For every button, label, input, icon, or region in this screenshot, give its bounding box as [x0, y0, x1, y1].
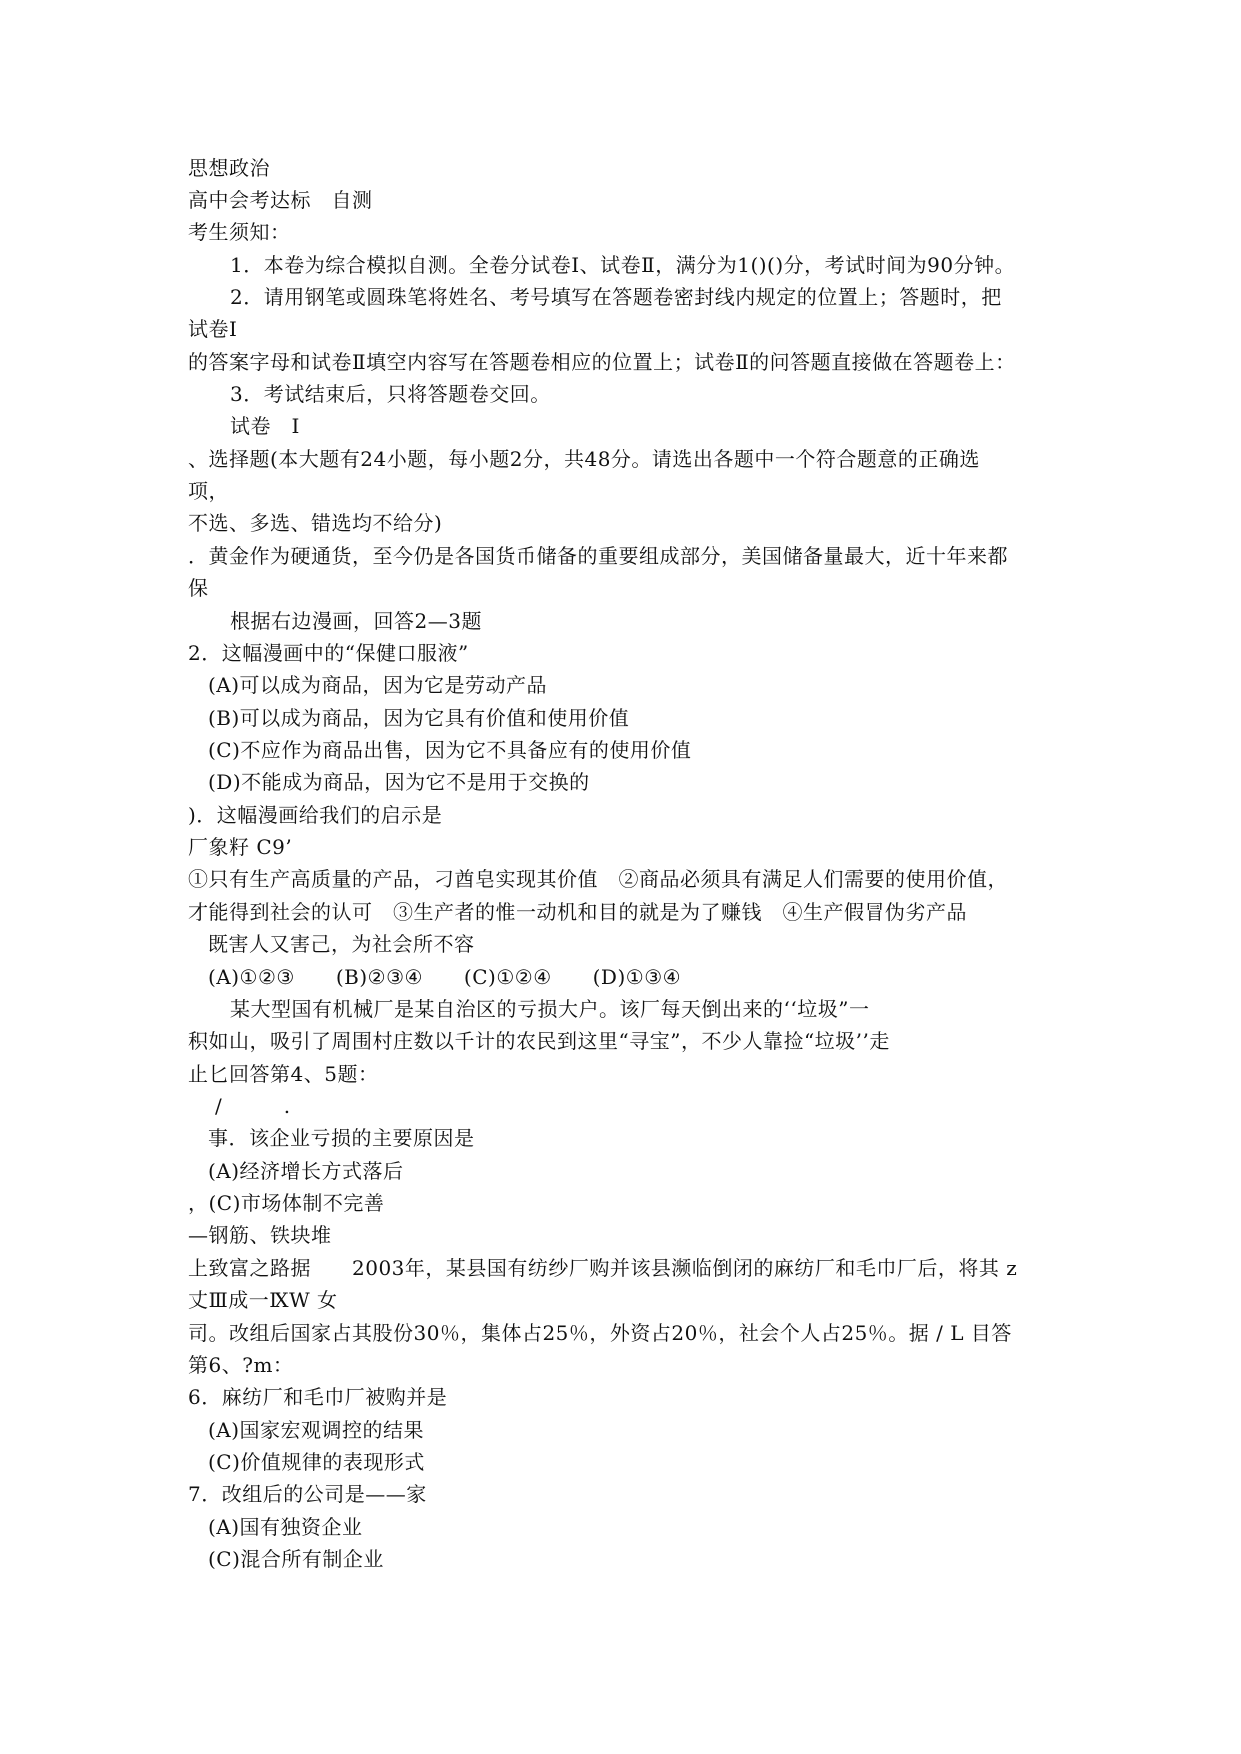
- ocr-noise-line: 厂象籽 C9’: [188, 835, 293, 859]
- section-heading: 、选择题(本大题有24小题，每小题2分，共48分。请选出各题中一个符合题意的正确选: [188, 447, 980, 471]
- instruction-1: 1．本卷为综合模拟自测。全卷分试卷Ⅰ、试卷Ⅱ，满分为1()()分，考试时间为90分钟。: [230, 253, 1016, 277]
- material-fragment-a: —钢筋、铁块堆: [188, 1223, 332, 1247]
- question-4-option-a: (A)经济增长方式落后: [208, 1159, 404, 1183]
- question-3: )．这幅漫画给我们的启示是: [188, 803, 443, 827]
- paper-one-heading: 试卷 Ⅰ: [230, 414, 300, 438]
- instruction-2-cont-a: 试卷Ⅰ: [188, 317, 238, 341]
- question-7-option-c: (C)混合所有制企业: [208, 1547, 384, 1571]
- material-merger: 上致富之路据 2003年，某县国有纺纱厂购并该县濒临倒闭的麻纺厂和毛巾厂后，将其 z: [188, 1256, 1018, 1280]
- question-2-option-c: (C)不应作为商品出售，因为它不具备应有的使用价值: [208, 738, 692, 762]
- question-3-options: (A)①②③ (B)②③④ (C)①②④ (D)①③④: [208, 965, 682, 989]
- material-merger-cont: 司。改组后国家占其股份30％，集体占25％，外资占20％，社会个人占25％。据 / L 目答: [188, 1321, 1012, 1345]
- question-6: 6．麻纺厂和毛巾厂被购并是: [188, 1385, 448, 1409]
- ocr-noise-marks: / .: [215, 1094, 291, 1118]
- section-heading-cont-b: 不选、多选、错选均不给分): [188, 511, 443, 535]
- question-3-statements-a: ①只有生产高质量的产品，刁酋皂实现其价值 ②商品必须具有满足人们需要的使用价值，: [188, 867, 1008, 891]
- question-6-option-c: (C)价值规律的表现形式: [208, 1450, 425, 1474]
- question-1-cont: 保: [188, 576, 209, 600]
- exam-subtitle: 高中会考达标 自测: [188, 188, 373, 212]
- cartoon-prompt: 根据右边漫画，回答2—3题: [230, 609, 482, 633]
- question-2-option-d: (D)不能成为商品，因为它不是用于交换的: [208, 770, 590, 794]
- instruction-3: 3．考试结束后，只将答题卷交回。: [230, 382, 551, 406]
- question-3-statements-b: 才能得到社会的认可 ③生产者的惟一动机和目的就是为了赚钱 ④生产假冒伪劣产品: [188, 900, 967, 924]
- material-factory-cont-a: 积如山，吸引了周围村庄数以千计的农民到这里“寻宝”，不少人靠捡“垃圾’’走: [188, 1029, 890, 1053]
- question-2: 2．这幅漫画中的“保健口服液”: [188, 641, 469, 665]
- material-factory-cont-b: 止匕回答第4、5题：: [188, 1062, 379, 1086]
- question-1: ．黄金作为硬通货，至今仍是各国货币储备的重要组成部分，美国储备量最大，近十年来都: [188, 544, 1008, 568]
- material-factory: 某大型国有机械厂是某自治区的亏损大户。该厂每天倒出来的‘‘垃圾”一: [230, 997, 870, 1021]
- material-merger-prompt: 第6、?m：: [188, 1353, 294, 1377]
- subject-title: 思想政治: [188, 156, 270, 180]
- instruction-2-cont-b: 的答案字母和试卷Ⅱ填空内容写在答题卷相应的位置上；试卷Ⅱ的问答题直接做在答题卷上：: [188, 350, 1016, 374]
- question-4: 事．该企业亏损的主要原因是: [208, 1126, 475, 1150]
- ocr-noise-fragment: 丈Ⅲ成一ⅨW 女: [188, 1288, 338, 1312]
- question-2-option-a: (A)可以成为商品，因为它是劳动产品: [208, 673, 548, 697]
- question-6-option-a: (A)国家宏观调控的结果: [208, 1418, 425, 1442]
- section-heading-cont-a: 项，: [188, 479, 229, 503]
- question-4-option-c: ，(C)市场体制不完善: [188, 1191, 385, 1215]
- instructions-heading: 考生须知：: [188, 220, 291, 244]
- question-7-option-a: (A)国有独资企业: [208, 1515, 363, 1539]
- instruction-2: 2．请用钢笔或圆珠笔将姓名、考号填写在答题卷密封线内规定的位置上；答题时，把: [230, 285, 1002, 309]
- question-3-statements-c: 既害人又害己，为社会所不容: [208, 932, 475, 956]
- question-7: 7．改组后的公司是——家: [188, 1482, 427, 1506]
- question-2-option-b: (B)可以成为商品，因为它具有价值和使用价值: [208, 706, 630, 730]
